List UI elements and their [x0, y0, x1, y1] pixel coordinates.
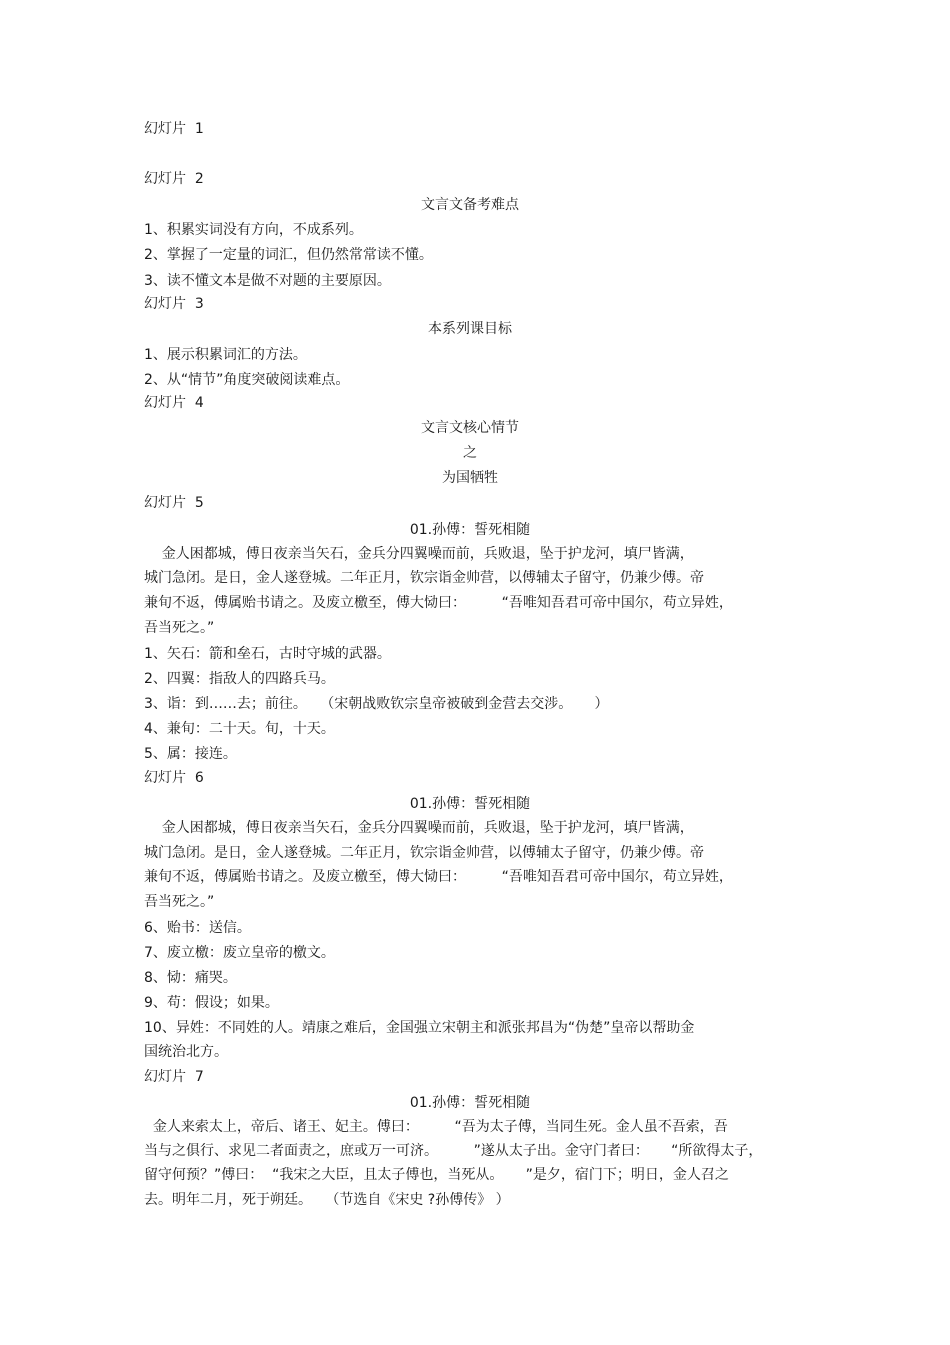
passage-line: 留守何预？”傅曰： “我宋之大臣，且太子傅也，当死从。 ”是夕，宿门下；明日，金人召之 [144, 1167, 729, 1183]
list-item: 国统治北方。 [144, 1044, 228, 1060]
section-title: 本系列课目标 [428, 321, 512, 337]
passage-line: 金人来索太上，帝后、诸王、妃主。傅曰： “吾为太子傅，当同生死。金人虽不吾索，吾 [144, 1119, 728, 1135]
list-item: 7、废立檄：废立皇帝的檄文。 [144, 945, 335, 961]
list-item: 4、兼旬：二十天。旬，十天。 [144, 721, 335, 737]
passage-line: 金人困都城，傅日夜亲当矢石，金兵分四翼噪而前，兵败退，坠于护龙河，填尸皆满， [144, 546, 694, 562]
list-item: 9、苟：假设；如果。 [144, 995, 279, 1011]
slide-label: 幻灯片 6 [144, 770, 204, 786]
list-item: 1、展示积累词汇的方法。 [144, 347, 307, 363]
section-title: 为国牺牲 [442, 470, 498, 486]
section-title: 之 [463, 445, 477, 461]
slide-label: 幻灯片 7 [144, 1069, 204, 1085]
section-title: 01.孙傅：誓死相随 [409, 522, 531, 538]
passage-line: 当与之俱行、求见二者面责之，庶或万一可济。 ”遂从太子出。金守门者曰： “所欲得太子， [144, 1143, 763, 1159]
list-item: 10、异姓：不同姓的人。靖康之难后，金国强立宋朝主和派张邦昌为“伪楚”皇帝以帮助金 [144, 1020, 695, 1036]
section-title: 01.孙傅：誓死相随 [409, 1095, 531, 1111]
list-item: 2、四翼：指敌人的四路兵马。 [144, 671, 335, 687]
section-title: 文言文备考难点 [421, 197, 519, 213]
slide-label: 幻灯片 4 [144, 395, 204, 411]
passage-line: 兼旬不返，傅属贻书请之。及废立檄至，傅大恸曰： “吾唯知吾君可帝中国尔，苟立异姓， [144, 595, 733, 611]
slide-label: 幻灯片 3 [144, 296, 204, 312]
list-item: 2、从“情节”角度突破阅读难点。 [144, 372, 350, 388]
list-item: 1、矢石：箭和垒石，古时守城的武器。 [144, 646, 391, 662]
slide-label: 幻灯片 1 [144, 121, 204, 137]
passage-line: 吾当死之。” [144, 620, 215, 636]
passage-line: 去。明年二月，死于朔廷。 （节选自《宋史 ?孙傅传》 ） [144, 1192, 510, 1208]
passage-line: 金人困都城，傅日夜亲当矢石，金兵分四翼噪而前，兵败退，坠于护龙河，填尸皆满， [144, 820, 694, 836]
list-item: 3、读不懂文本是做不对题的主要原因。 [144, 273, 391, 289]
slide-label: 幻灯片 2 [144, 171, 204, 187]
slide-label: 幻灯片 5 [144, 495, 204, 511]
passage-line: 城门急闭。是日，金人遂登城。二年正月，钦宗诣金帅营，以傅辅太子留守，仍兼少傅。帝 [144, 570, 704, 586]
list-item: 5、属：接连。 [144, 746, 237, 762]
passage-line: 兼旬不返，傅属贻书请之。及废立檄至，傅大恸曰： “吾唯知吾君可帝中国尔，苟立异姓， [144, 869, 733, 885]
section-title: 01.孙傅：誓死相随 [409, 796, 531, 812]
list-item: 3、诣：到……去；前往。 （宋朝战败钦宗皇帝被破到金营去交涉。 ） [144, 696, 609, 712]
list-item: 8、恸：痛哭。 [144, 970, 237, 986]
list-item: 6、贻书：送信。 [144, 920, 251, 936]
passage-line: 城门急闭。是日，金人遂登城。二年正月，钦宗诣金帅营，以傅辅太子留守，仍兼少傅。帝 [144, 845, 704, 861]
list-item: 1、积累实词没有方向，不成系列。 [144, 222, 363, 238]
passage-line: 吾当死之。” [144, 894, 215, 910]
section-title: 文言文核心情节 [421, 420, 519, 436]
list-item: 2、掌握了一定量的词汇，但仍然常常读不懂。 [144, 247, 433, 263]
